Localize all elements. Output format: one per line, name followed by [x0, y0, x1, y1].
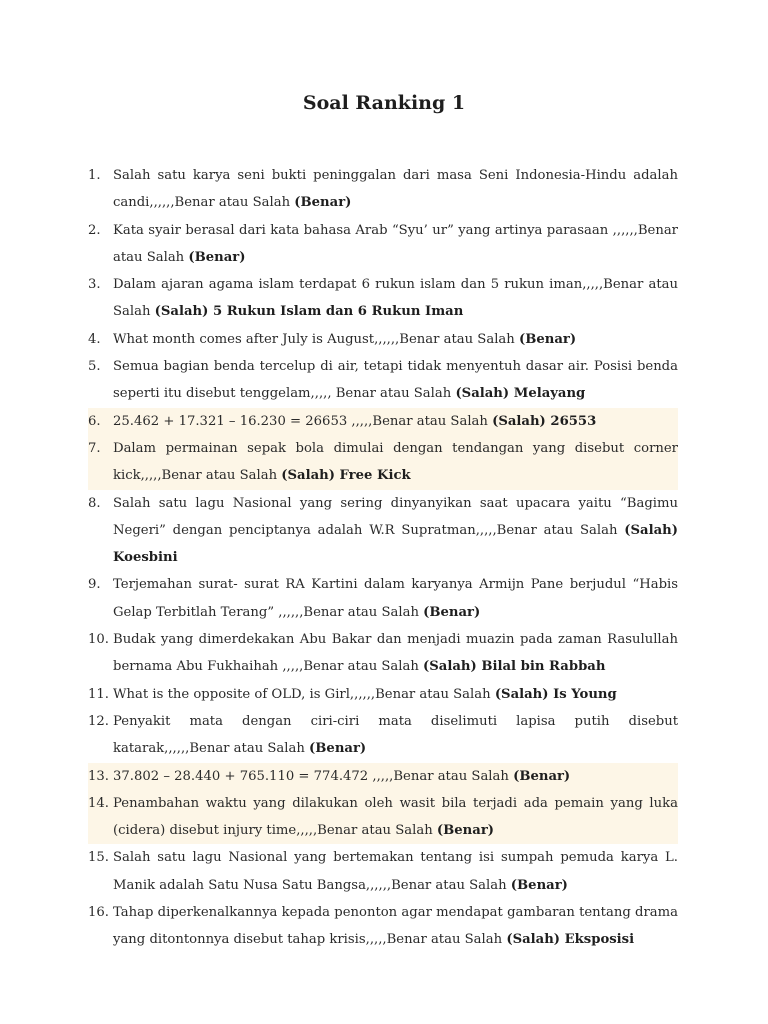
question-body — [113, 162, 678, 217]
question-number: 15. — [88, 850, 109, 866]
question-body — [113, 353, 678, 408]
question-number: 2. — [88, 222, 101, 238]
question-body — [113, 490, 678, 572]
question-body — [113, 681, 678, 708]
question-answer: (Salah) 5 Rukun Islam dan 6 Rukun Iman — [154, 304, 464, 320]
question-body — [113, 271, 678, 326]
question-answer: (Benar) — [294, 195, 352, 211]
question-item — [88, 271, 678, 326]
question-item — [88, 490, 678, 572]
question-number: 14. — [88, 795, 109, 811]
question-item — [88, 790, 678, 845]
question-answer: (Salah) Koesbini — [113, 522, 678, 566]
question-answer: (Salah) Free Kick — [281, 468, 411, 484]
question-item — [88, 353, 678, 408]
question-item — [88, 217, 678, 272]
question-answer: (Benar) — [423, 604, 481, 620]
question-text: Salah satu lagu Nasional yang sering dinyanyikan saat upacara yaitu “Bagimu Negeri” dengan penciptanya adalah W.R Supratman,,,,,Benar atau Salah — [113, 495, 678, 538]
document-title: Soal Ranking 1 — [302, 92, 466, 114]
question-answer: (Benar) — [510, 877, 568, 893]
question-answer: (Salah) Melayang — [455, 386, 586, 402]
question-text: Salah satu karya seni bukti peninggalan dari masa Seni Indonesia-Hindu adalah candi,,,,,,Benar atau Salah — [113, 168, 678, 211]
question-answer: (Benar) — [518, 331, 577, 347]
question-number: 8. — [88, 495, 101, 511]
question-text: Dalam permainan sepak bola dimulai dengan tendangan yang disebut corner kick,,,,,Benar atau Salah — [113, 440, 678, 484]
question-answer: (Benar) — [188, 249, 246, 265]
question-body — [113, 763, 678, 790]
question-body — [113, 435, 678, 490]
question-item — [88, 571, 678, 626]
question-body — [113, 326, 678, 353]
question-body — [113, 790, 678, 845]
question-item — [88, 844, 678, 899]
question-text: Penambahan waktu yang dilakukan oleh wasit bila terjadi ada pemain yang luka (cidera) disebut injury time,,,,,Benar atau Salah — [113, 795, 678, 839]
question-text: Kata syair berasal dari kata bahasa Arab “Syu’ ur” yang artinya parasaan ,,,,,,Benar atau Salah — [113, 222, 678, 265]
question-text: Terjemahan surat- surat RA Kartini dalam karyanya Armijn Pane berjudul “Habis Gelap Terbitlah Terang” ,,,,,,Benar atau Salah — [113, 577, 678, 620]
question-number: 11. — [88, 686, 109, 702]
question-body — [113, 408, 678, 435]
question-answer: (Salah) Is Young — [494, 686, 617, 702]
question-number: 1. — [88, 168, 101, 183]
question-item — [88, 899, 678, 954]
question-text: Dalam ajaran agama islam terdapat 6 rukun islam dan 5 rukun iman,,,,,Benar atau Salah — [113, 277, 678, 320]
question-item — [88, 708, 678, 763]
question-answer: (Benar) — [513, 768, 571, 784]
question-text: Budak yang dimerdekakan Abu Bakar dan menjadi muazin pada zaman Rasulullah bernama Abu Fukhaihah ,,,,,Benar atau Salah — [113, 632, 678, 675]
question-number: 16. — [88, 905, 109, 921]
question-number: 3. — [88, 277, 101, 293]
question-item — [88, 626, 678, 681]
question-number: 13. — [88, 768, 109, 784]
question-text: Salah satu lagu Nasional yang bertemakan tentang isi sumpah pemuda karya L. Manik adalah Satu Nusa Satu Bangsa,,,,,,Benar atau Salah — [113, 850, 678, 893]
question-item — [88, 408, 678, 435]
question-answer: (Salah) Eksposisi — [506, 932, 635, 948]
question-answer: (Benar) — [309, 741, 367, 757]
question-body — [113, 899, 678, 954]
question-body — [113, 571, 678, 626]
question-text: What month comes after July is August,,,,,,Benar atau Salah — [113, 331, 519, 347]
question-answer: (Salah) 26553 — [492, 413, 597, 429]
question-number: 4. — [88, 331, 101, 347]
question-text: Tahap diperkenalkannya kepada penonton agar mendapat gambaran tentang drama yang ditontonnya disebut tahap krisis,,,,,Benar atau Salah — [113, 905, 678, 948]
question-answer: (Benar) — [436, 823, 495, 839]
question-body — [113, 708, 678, 763]
question-item — [88, 162, 678, 217]
question-body — [113, 626, 678, 681]
question-number: 12. — [88, 713, 109, 729]
question-body — [113, 217, 678, 272]
question-text: Penyakit mata dengan ciri-ciri mata diselimuti lapisa putih disebut katarak,,,,,,Benar atau Salah — [113, 713, 678, 757]
question-answer: (Salah) Bilal bin Rabbah — [423, 659, 606, 675]
question-body — [113, 844, 678, 899]
question-text: 25.462 + 17.321 – 16.230 = 26653 ,,,,,Benar atau Salah — [113, 413, 493, 429]
question-item — [88, 326, 678, 353]
question-text: What is the opposite of OLD, is Girl,,,,,,Benar atau Salah — [113, 686, 495, 702]
question-number: 7. — [88, 440, 101, 456]
question-list — [88, 162, 678, 954]
question-number: 9. — [88, 577, 101, 593]
question-number: 10. — [88, 632, 109, 648]
question-number: 6. — [88, 413, 101, 429]
question-text: Semua bagian benda tercelup di air, tetapi tidak menyentuh dasar air. Posisi benda seperti itu disebut tenggelam,,,,, Benar atau Salah — [113, 359, 678, 402]
question-item — [88, 435, 678, 490]
question-item — [88, 763, 678, 790]
question-number: 5. — [88, 359, 101, 375]
question-item — [88, 681, 678, 708]
question-text: 37.802 – 28.440 + 765.110 = 774.472 ,,,,,Benar atau Salah — [113, 768, 514, 784]
